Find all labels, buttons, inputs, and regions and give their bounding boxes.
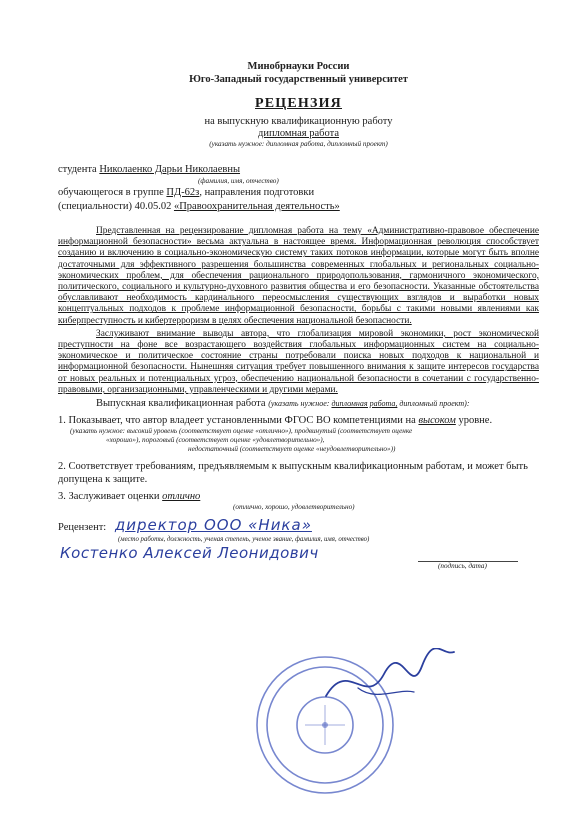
grade-value: отлично bbox=[162, 491, 201, 503]
reviewer-label: Рецензент: bbox=[58, 522, 107, 534]
group-code: ПД-62з bbox=[166, 187, 200, 198]
student-prefix: студента bbox=[58, 164, 100, 175]
work-type-hint: (указать нужное: дипломная работа, дипломный проект) bbox=[209, 140, 388, 148]
item-competence-suffix: уровне. bbox=[455, 415, 493, 427]
university-name: Юго-Западный государственный университет bbox=[189, 74, 408, 85]
item-grade bbox=[58, 490, 539, 503]
specialty-prefix: (специальности) 40.05.02 bbox=[58, 201, 174, 212]
reviewer-position-hint: (место работы, должность, ученая степень, ученое звание, фамилия, имя, отчество) bbox=[118, 536, 370, 544]
ministry-name: Минобрнауки России bbox=[247, 61, 350, 72]
competence-hint-b: «хорошо»), пороговый (соответствует оценке «удовлетворительно»), bbox=[106, 436, 325, 445]
subject-line: на выпускную квалификационную работу bbox=[204, 116, 393, 127]
conclusion-intro-text: Выпускная квалификационная работа bbox=[96, 398, 269, 410]
student-name: Николаенко Дарьи Николаевны bbox=[99, 164, 241, 175]
group-line bbox=[58, 186, 539, 200]
competence-hint-a: (указать нужное: высокий уровень (соответствует оценке «отлично»), продвинутый (соответствует оценке bbox=[70, 427, 413, 436]
item-grade-prefix: 3. Заслуживает оценки bbox=[58, 491, 163, 503]
paragraph-conclusions-text: Заслуживают внимание выводы автора, что глобализация мировой экономики, рост экономической преступности на фоне все возрастающего воздействия глобальных информационных систем на социально-экономическое и политическое состояние страны потребовали поиска новых подходов к национальной и информационной безопасности. Нынешняя ситуация требует повышенного внимания к защите интересов государства от новых реальных и потенциальных угроз, обеспечению национальной безопасности в сочетании с государственно-правовыми, организационными, управленческими и другими мерами. bbox=[58, 328, 539, 395]
paragraph-conclusions bbox=[58, 329, 539, 396]
conclusion-intro bbox=[58, 398, 539, 410]
conclusion-intro-hint: (указать нужное: дипломная работа, дипломный проект): bbox=[268, 399, 470, 409]
document-title: РЕЦЕНЗИЯ bbox=[255, 96, 342, 111]
student-line bbox=[58, 163, 539, 177]
grade-hint: (отлично, хорошо, удовлетворительно) bbox=[233, 503, 355, 512]
specialty-name: «Правоохранительная деятельность» bbox=[173, 201, 340, 212]
competence-hint-c: недостаточный (соответствует оценке «неудовлетворительно»)) bbox=[188, 445, 396, 454]
conclusion-intro-tail: дипломный проект): bbox=[397, 399, 470, 409]
paragraph-relevance-text: Представленная на рецензирование дипломная работа на тему «Административно-правовое обеспечение информационной безопасности» весьма актуальна в настоящее время. Информационная революция способствует созданию и включению в социально-экономическую систему таких потоков информации, которые могут быть вполне достаточными для эффективного разрешения большинства современных глобальных и региональных социально-экономических проблем, для обеспечения рационального природопользования, гармоничного экономического, политического, социального и культурно-духовного развития общества и его безопасности. Указанные обстоятельства обуславливают необходимость кардинального переосмысления существующих взглядов и выработки новых концептуальных подходов к проблеме информационной безопасности, борьбы с такими новыми явлениями как киберпреступность и кибертерроризм в целях обеспечения национальной безопасности. bbox=[58, 226, 539, 326]
item-competence bbox=[58, 414, 539, 427]
specialty-line bbox=[58, 200, 539, 214]
signature-hint: (подпись, дата) bbox=[438, 562, 487, 571]
group-prefix: обучающегося в группе bbox=[58, 187, 167, 198]
paragraph-relevance bbox=[58, 226, 539, 327]
work-type: дипломная работа bbox=[258, 128, 339, 139]
reviewer-name: Костенко Алексей Леонидович bbox=[60, 544, 319, 563]
signature-mark bbox=[318, 648, 458, 718]
competence-level: высоком bbox=[418, 415, 456, 427]
item-competence-prefix: 1. Показывает, что автор владеет установленными ФГОС ВО компетенциями на bbox=[58, 415, 419, 427]
student-name-hint: (фамилия, имя, отчество) bbox=[198, 177, 279, 185]
reviewer-position: директор ООО «Ника» bbox=[114, 516, 312, 535]
group-suffix: , направления подготовки bbox=[199, 187, 315, 198]
reviewer-line bbox=[58, 518, 539, 535]
conclusion-intro-value: дипломная работа, bbox=[331, 399, 398, 409]
item-requirements: 2. Соответствует требованиям, предъявляемым к выпускным квалификационным работам, и может быть допущена к защите. bbox=[58, 461, 528, 486]
